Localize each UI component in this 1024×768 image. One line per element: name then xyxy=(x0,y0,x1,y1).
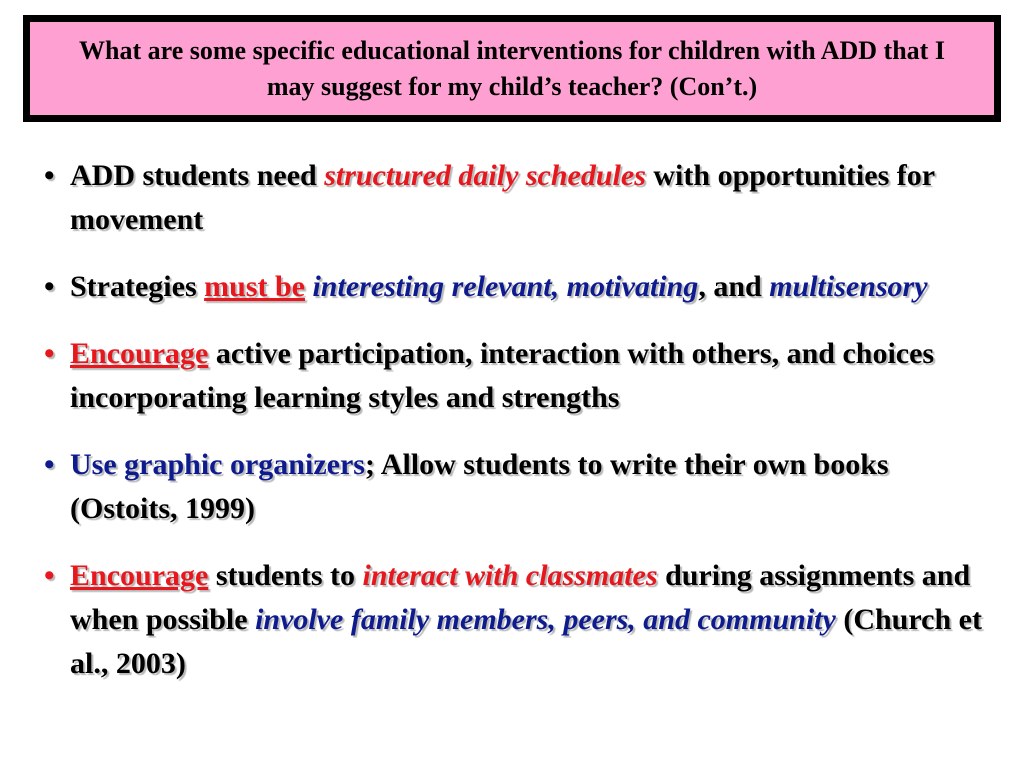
bullet-5-involve: involve family members, peers, and community xyxy=(255,603,836,636)
bullet-1-emphasis: structured daily schedules xyxy=(324,159,646,192)
bullet-4-text: ; Allow students to write their own books (Ostoits, 1999) xyxy=(70,448,889,525)
bullet-4-emphasis: Use graphic organizers xyxy=(70,448,365,481)
bullet-item-4 xyxy=(44,443,994,531)
bullet-5-interact: interact with classmates xyxy=(362,559,658,592)
bullet-item-3 xyxy=(44,332,994,420)
title-panel xyxy=(30,22,994,115)
bullet-marker: • xyxy=(44,270,55,303)
bullet-marker: • xyxy=(44,559,55,592)
bullet-5-text-mid: during assignments and when possible xyxy=(70,559,971,636)
slide-title: What are some specific educational interventions for children with ADD that I may suggest for my child’s teacher? (Con’t.) xyxy=(79,35,945,101)
bullet-5-text: students to xyxy=(208,559,363,592)
bullet-2-multisensory: multisensory xyxy=(769,270,928,303)
title-box xyxy=(23,15,1001,122)
bullet-marker: • xyxy=(44,448,55,481)
bullet-2-and: , and xyxy=(698,270,770,303)
bullet-list xyxy=(44,154,994,709)
bullet-marker: • xyxy=(44,337,55,370)
bullet-item-5 xyxy=(44,554,994,686)
bullet-5-encourage: Encourage xyxy=(70,559,209,592)
bullet-2-qualities: interesting relevant, motivating xyxy=(312,270,699,303)
bullet-item-2 xyxy=(44,265,994,309)
bullet-5-citation: (Church et al., 2003) xyxy=(70,603,982,680)
bullet-item-1 xyxy=(44,154,994,242)
bullet-1-text-end: with opportunities for movement xyxy=(70,159,935,236)
bullet-2-text: Strategies xyxy=(70,270,205,303)
bullet-marker: • xyxy=(44,159,55,192)
bullet-2-must-be: must be xyxy=(204,270,305,303)
bullet-3-encourage: Encourage xyxy=(70,337,209,370)
bullet-3-text: active participation, interaction with others, and choices incorporating learning styles and strengths xyxy=(70,337,935,414)
bullet-1-text: ADD students need xyxy=(70,159,325,192)
